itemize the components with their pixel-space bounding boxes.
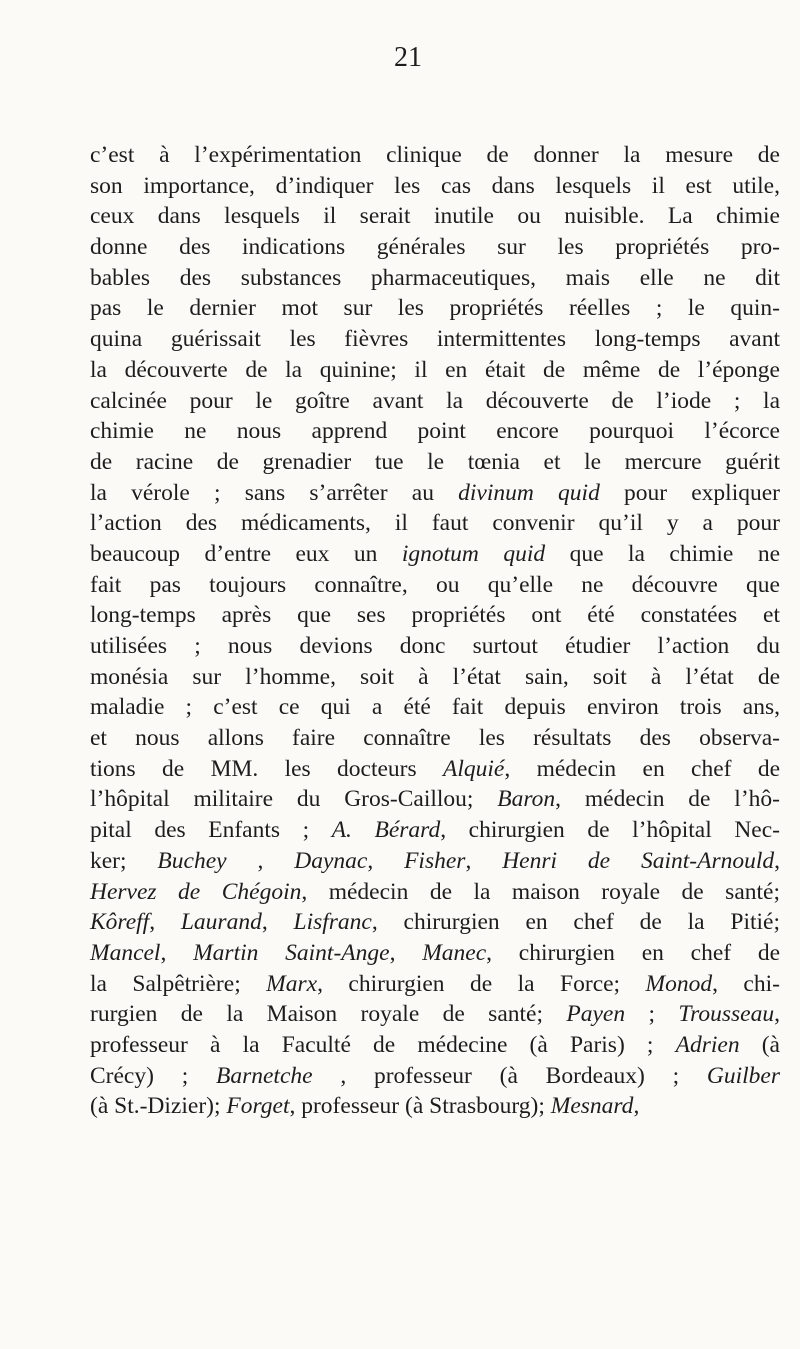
text-segment: rurgien de la Maison royale de santé; [90, 1001, 567, 1028]
text-segment: la découverte de la quinine; il en était de même de l’éponge [90, 356, 780, 383]
italic-name: Hervez de Chégoin [90, 878, 302, 905]
italic-name: Alquié [443, 755, 505, 782]
text-segment: , [149, 909, 181, 936]
text-segment: beaucoup d’entre eux un [90, 540, 402, 567]
text-line [90, 662, 780, 693]
text-segment: de racine de grenadier tue le tœnia et le mercure guérit [90, 448, 780, 475]
italic-name: Lisfranc [293, 909, 372, 936]
text-segment: , médecin de l’hô- [555, 786, 780, 813]
text-segment: , professeur (à Bordeaux) ; [312, 1062, 707, 1089]
italic-name: Henri de Saint-Arnould [502, 847, 775, 874]
text-segment: Crécy) ; [90, 1062, 216, 1089]
text-segment: , [160, 939, 194, 966]
italic-name: ignotum quid [401, 540, 546, 567]
text-segment: maladie ; c’est ce qui a été fait depuis environ trois ans, [90, 694, 780, 721]
italic-name: Monod [645, 970, 713, 997]
text-segment: tions de MM. les docteurs [90, 755, 443, 782]
italic-name: Mancel [90, 939, 161, 966]
text-line [90, 846, 780, 877]
italic-name: Buchey [157, 847, 227, 874]
italic-name: Martin Saint-Ange [193, 939, 390, 966]
italic-name: Adrien [675, 1031, 740, 1058]
italic-name: Daynac [294, 847, 368, 874]
text-line [90, 969, 780, 1000]
text-line [90, 723, 780, 754]
italic-name: Mesnard [550, 1093, 634, 1120]
text-line [90, 232, 780, 263]
text-segment: , [633, 1093, 640, 1120]
italic-name: A. Bérard [331, 817, 441, 844]
text-line [90, 355, 780, 386]
text-line [90, 631, 780, 662]
text-line [90, 692, 780, 723]
page-number: 21 [394, 42, 422, 73]
italic-name: Payen [566, 1001, 626, 1028]
text-line [90, 1091, 780, 1122]
text-segment: , chirurgien de la Force; [317, 970, 646, 997]
text-segment: calcinée pour le goître avant la découverte de l’iode ; la [90, 387, 780, 414]
text-segment: fait pas toujours connaître, ou qu’elle ne découvre que [90, 571, 780, 598]
italic-name: Forget [226, 1093, 290, 1120]
text-line [90, 447, 780, 478]
text-segment: donne des indications générales sur les propriétés pro- [90, 234, 780, 261]
text-segment: , médecin de la maison royale de santé; [301, 878, 780, 905]
text-segment: , [774, 847, 781, 874]
text-line [90, 386, 780, 417]
text-segment: pital des Enfants ; [90, 817, 332, 844]
italic-name: Fisher [404, 847, 466, 874]
text-segment: que la chimie ne [545, 540, 780, 567]
text-segment: l’action des médicaments, il faut convenir qu’il y a pour [90, 510, 780, 537]
text-segment: , [389, 939, 423, 966]
text-segment: professeur à la Faculté de médecine (à Paris) ; [90, 1031, 676, 1058]
italic-name: Barnetche [216, 1062, 313, 1089]
text-line [90, 416, 780, 447]
text-line [90, 754, 780, 785]
text-segment: chimie ne nous apprend point encore pourquoi l’écorce [90, 418, 780, 445]
text-segment: , chirurgien de l’hôpital Nec- [440, 817, 780, 844]
text-segment: pour expliquer [599, 479, 780, 506]
italic-name: Trousseau [678, 1001, 775, 1028]
text-line [90, 478, 780, 509]
text-segment: , [226, 847, 295, 874]
text-line [90, 140, 780, 171]
italic-name: Baron [497, 786, 556, 813]
text-line [90, 508, 780, 539]
text-segment: son importance, d’indiquer les cas dans lesquels il est utile, [90, 172, 780, 199]
text-segment: (à [739, 1031, 780, 1058]
text-line [90, 171, 780, 202]
text-segment: , chi- [712, 970, 780, 997]
text-segment: et nous allons faire connaître les résultats des observa- [90, 725, 780, 752]
text-segment: , médecin en chef de [504, 755, 780, 782]
text-line [90, 600, 780, 631]
text-segment: ; [625, 1001, 679, 1028]
text-line [90, 1030, 780, 1061]
text-segment: quina guérissait les fièvres intermittentes long-temps avant [90, 326, 780, 353]
text-segment: la Salpêtrière; [90, 970, 267, 997]
text-line [90, 999, 780, 1030]
text-line [90, 324, 780, 355]
text-segment: ker; [90, 847, 158, 874]
text-line [90, 938, 780, 969]
body-text [90, 140, 780, 1122]
text-segment: la vérole ; sans s’arrêter au [90, 479, 459, 506]
italic-name: Laurand [180, 909, 262, 936]
text-line [90, 263, 780, 294]
text-line [90, 907, 780, 938]
text-segment: , [465, 847, 503, 874]
text-segment: bables des substances pharmaceutiques, mais elle ne dit [90, 264, 780, 291]
italic-name: Kôreff [90, 909, 150, 936]
text-segment: l’hôpital militaire du Gros-Caillou; [90, 786, 498, 813]
text-segment: , chirurgien en chef de la Pitié; [371, 909, 780, 936]
text-line [90, 570, 780, 601]
text-line [90, 784, 780, 815]
text-segment: monésia sur l’homme, soit à l’état sain, soit à l’état de [90, 663, 780, 690]
text-segment: long-temps après que ses propriétés ont été constatées et [90, 602, 780, 629]
text-segment: , professeur (à Strasbourg); [289, 1093, 551, 1120]
italic-name: Manec [422, 939, 487, 966]
italic-name: Marx [266, 970, 318, 997]
text-segment: ceux dans lesquels il serait inutile ou nuisible. La chimie [90, 203, 780, 230]
text-line [90, 201, 780, 232]
text-line [90, 815, 780, 846]
text-segment: utilisées ; nous devions donc surtout étudier l’action du [90, 633, 780, 659]
text-segment: c’est à l’expérimentation clinique de donner la mesure de [90, 142, 780, 168]
italic-name: divinum quid [458, 479, 600, 506]
italic-name: Guilber [706, 1062, 780, 1089]
text-line [90, 877, 780, 908]
text-segment: , chirurgien en chef de [486, 939, 781, 966]
text-segment: , [367, 847, 405, 874]
text-segment: , [774, 1001, 780, 1028]
text-line [90, 539, 780, 570]
text-segment: , [261, 909, 294, 936]
text-segment: (à St.-Dizier); [90, 1093, 227, 1120]
text-segment: pas le dernier mot sur les propriétés réelles ; le quin- [90, 295, 780, 322]
text-line [90, 293, 780, 324]
text-line [90, 1061, 780, 1092]
